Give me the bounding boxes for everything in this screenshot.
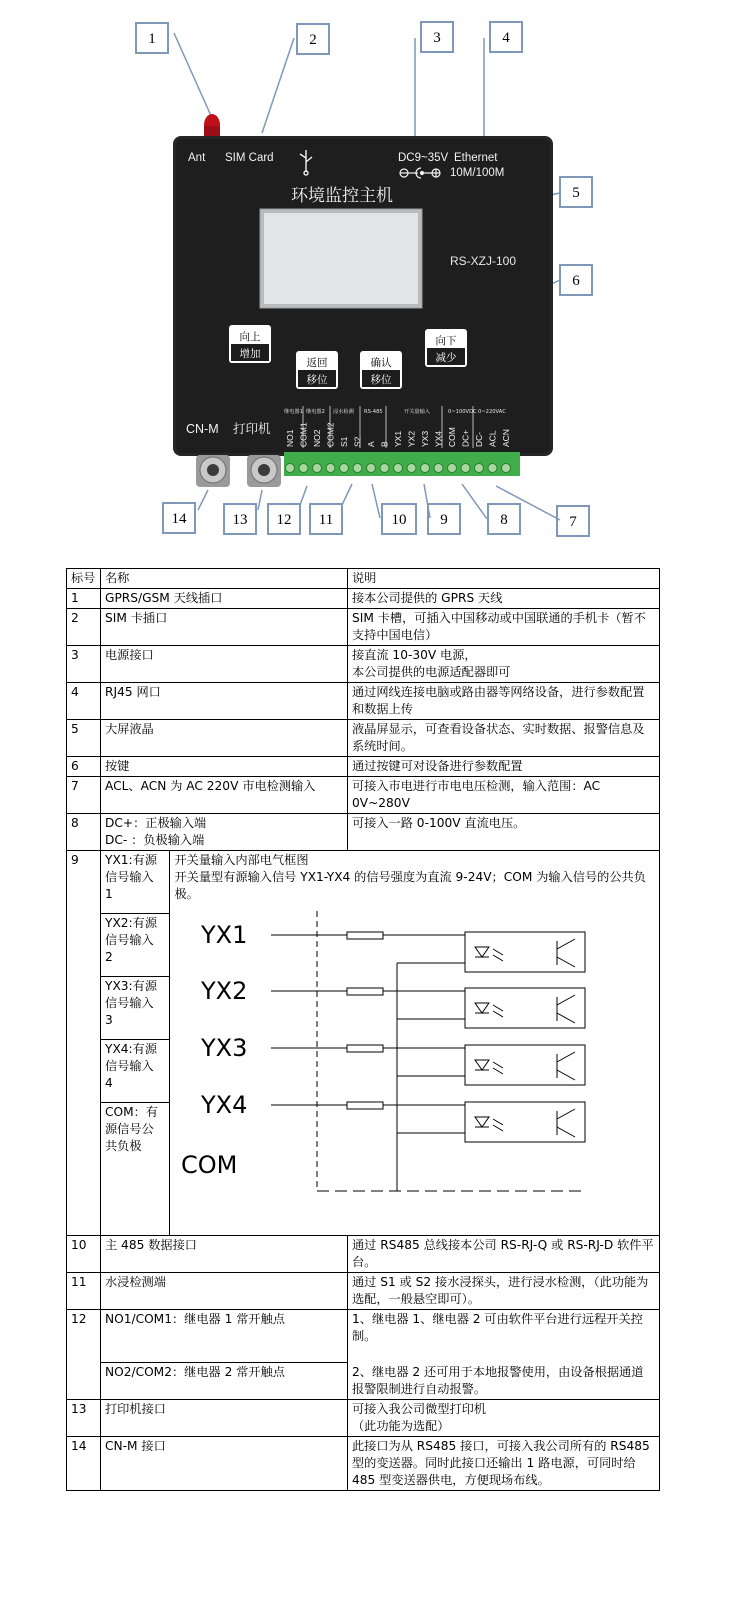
terminal-screw [380,464,389,473]
terminal-label: NO1 [285,429,295,447]
table-row [67,1273,660,1310]
callout-1: 1 [148,31,156,47]
diagram-desc: 开关量型有源输入信号 YX1-YX4 的信号强度为直流 9-24V；COM 为输入信号的公共负极。 [174,870,646,901]
callout-6: 6 [572,273,580,289]
cell-desc: 接直流 10-30V 电源， 本公司提供的电源适配器即可 [348,646,660,683]
table-row [67,609,660,646]
terminal-label: DC- [474,431,484,447]
callout-8: 8 [500,512,508,528]
row9-no: 9 [67,851,101,1236]
table-row [67,1436,660,1490]
cell-no: 14 [67,1436,101,1490]
row9-input-4: YX4:有源信号输入 4 [101,1040,169,1103]
cell-desc: 通过按键可对设备进行参数配置 [348,757,660,777]
row12-desc-1: 1、继电器 1、继电器 2 可由软件平台进行远程开关控制。 [348,1310,660,1363]
cell-desc: 通过 RS485 总线接本公司 RS-RJ-Q 或 RS-RJ-D 软件平台。 [348,1236,660,1273]
led-icon [475,1060,489,1070]
cell-name: CN-M 接口 [101,1436,348,1490]
terminal-screw [448,464,457,473]
callout-14: 14 [171,511,187,527]
header-no: 标号 [67,569,101,589]
cell-no: 4 [67,683,101,720]
callout-11: 11 [318,512,334,528]
cell-desc: 此接口为从 RS485 接口，可接入我公司所有的 RS485 型的变送器。同时此接口还输出 1 路电源，可同时给 485 型变送器供电，方便现场布线。 [348,1436,660,1490]
model-label: RS-XZJ-100 [450,254,517,268]
table-row [67,1236,660,1273]
cell-no: 8 [67,814,101,851]
led-icon [475,947,489,957]
cell-desc: 通过 S1 或 S2 接水浸探头，进行浸水检测，（此功能为选配，一般悬空即可）。 [348,1273,660,1310]
terminal-screw [461,464,470,473]
terminal-screw [313,464,322,473]
cell-name: SIM 卡插口 [101,609,348,646]
terminal-group-label: 继电器1 [284,409,303,415]
terminal-label: DC+ [460,429,471,447]
terminal-group-label: 继电器2 [306,409,325,415]
row9-input-1: YX1:有源信号输入 1 [101,851,169,914]
callout-7: 7 [569,514,577,530]
terminal-label: A [366,441,376,447]
cell-no: 5 [67,720,101,757]
diagram-title: 开关量输入内部电气框图 [174,853,309,867]
svg-text:返回: 返回 [306,357,328,369]
terminal-screw [340,464,349,473]
terminal-group-label: 0~220VAC [478,409,506,415]
light-arrow [493,1005,503,1011]
circuit-label-yx3: YX3 [200,1034,247,1062]
cell-no: 3 [67,646,101,683]
row12-name-2: NO2/COM2：继电器 2 常开触点 [101,1363,348,1400]
svg-text:减少: 减少 [435,352,457,364]
cell-desc: 通过网线连接电脑或路由器等网络设备，进行参数配置和数据上传 [348,683,660,720]
terminal-label: YX2 [406,430,417,447]
circuit-label-yx4: YX4 [200,1091,247,1119]
terminal-screw [475,464,484,473]
terminal-label: ACN [501,429,511,447]
terminal-label: YX3 [420,430,430,447]
optocoupler-box [465,988,585,1028]
transistor-emitter [557,957,575,967]
printer-label: 打印机 [233,421,271,436]
row9-cell [101,851,660,1236]
device-figure [0,0,737,560]
callout-10: 10 [391,512,407,528]
transistor-emitter [557,1070,575,1080]
cell-name: DC+：正极输入端 DC- ：负极输入端 [101,814,348,851]
callout-5: 5 [572,185,580,201]
header-name: 名称 [101,569,348,589]
cell-no: 2 [67,609,101,646]
callout-2: 2 [309,32,317,48]
light-arrow [493,955,503,961]
callout-3: 3 [433,30,441,46]
cell-name: 按键 [101,757,348,777]
back-button [296,351,338,389]
printer-port-icon [247,455,281,487]
cell-name: 水浸检测端 [101,1273,348,1310]
cell-no: 1 [67,589,101,609]
terminal-screw [394,464,403,473]
circuit-resistor [347,932,383,939]
terminal-label: COM2 [325,422,336,447]
table-row-12b [67,1363,660,1400]
light-arrow [493,1068,503,1074]
callout-12: 12 [276,512,292,528]
terminal-label: COM1 [298,422,309,447]
svg-text:向上: 向上 [239,331,261,343]
light-arrow [493,949,503,955]
row9-input-2: YX2:有源信号输入 2 [101,914,169,977]
transistor-collector [557,1052,575,1062]
svg-text:确认: 确认 [370,357,392,369]
terminal-group-label: RS-485 [364,409,383,415]
input-circuit-diagram [175,905,595,1207]
cell-desc: 可接入一路 0-100V 直流电压。 [348,814,660,851]
light-arrow [493,1062,503,1068]
terminal-label: S2 [352,436,363,447]
svg-text:增加: 增加 [239,348,261,360]
up-button [229,325,271,363]
transistor-emitter [557,1013,575,1023]
circuit-label-yx2: YX2 [200,977,247,1005]
light-arrow [493,1011,503,1017]
terminal-screw [299,464,308,473]
cnm-port-icon [196,455,230,487]
row12-no: 12 [67,1310,101,1400]
terminal-screw [488,464,497,473]
cell-name: 大屏液晶 [101,720,348,757]
cell-no: 11 [67,1273,101,1310]
cell-name: GPRS/GSM 天线插口 [101,589,348,609]
table-row [67,646,660,683]
led-icon [475,1117,489,1127]
terminal-screw [326,464,335,473]
circuit-resistor [347,1045,383,1052]
terminal-screw [353,464,362,473]
terminal-screw [407,464,416,473]
header-desc: 说明 [348,569,660,589]
cnm-label: CN-M [186,422,219,436]
light-arrow [493,1119,503,1125]
terminal-group-label: 0~100VDC [448,409,477,415]
cell-name: ACL、ACN 为 AC 220V 市电检测输入 [101,777,348,814]
led-icon [475,1003,489,1013]
table-row [67,720,660,757]
terminal-screw [367,464,376,473]
circuit-resistor [347,988,383,995]
ethernet-label: Ethernet [454,152,498,164]
row12-name-1: NO1/COM1：继电器 1 常开触点 [101,1310,348,1363]
row9-diagram-cell [169,851,659,1235]
svg-text:移位: 移位 [306,374,328,386]
terminal-label: YX1 [393,430,403,447]
terminal-screw [421,464,430,473]
terminal-label: S1 [339,436,349,447]
light-arrow [493,1125,503,1131]
callout-9: 9 [440,512,448,528]
row9-input-com: COM：有源信号公共负极 [101,1103,169,1236]
circuit-resistor [347,1102,383,1109]
terminal-screw [434,464,443,473]
cell-desc: 可接入我公司微型打印机 （此功能为选配） [348,1399,660,1436]
cell-desc: 可接入市电进行市电电压检测，输入范围：AC 0V~280V [348,777,660,814]
sim-label: SIM Card [225,152,274,164]
cell-desc: SIM 卡槽，可插入中国移动或中国联通的手机卡（暂不支持中国电信） [348,609,660,646]
transistor-collector [557,995,575,1005]
table-row [67,1399,660,1436]
transistor-collector [557,1109,575,1119]
ok-button [360,351,402,389]
circuit-label-yx1: YX1 [200,921,247,949]
cell-no: 13 [67,1399,101,1436]
cell-name: 电源接口 [101,646,348,683]
circuit-label-com: COM [180,1151,237,1179]
spec-table [66,568,660,1491]
table-row-12a [67,1310,660,1363]
terminal-screw [286,464,295,473]
table-header-row [67,569,660,589]
device-title: 环境监控主机 [291,186,393,206]
transistor-collector [557,939,575,949]
svg-text:向下: 向下 [435,335,457,347]
svg-text:移位: 移位 [370,374,392,386]
table-row [67,683,660,720]
cell-name: RJ45 网口 [101,683,348,720]
terminal-group-label: 浸水检测 [333,409,354,415]
callout-13: 13 [232,512,248,528]
table-row [67,589,660,609]
table-row [67,777,660,814]
cell-desc: 接本公司提供的 GPRS 天线 [348,589,660,609]
optocoupler-box [465,1102,585,1142]
down-button [425,329,467,367]
eth-speed-label: 10M/100M [450,167,505,179]
cell-no: 6 [67,757,101,777]
terminal-label: YX4 [433,430,444,447]
terminal-label: ACL [487,430,498,447]
terminal-label: COM [447,427,457,447]
transistor-emitter [557,1127,575,1137]
ant-label: Ant [188,152,206,164]
callout-4: 4 [502,30,510,46]
cell-name: 打印机接口 [101,1399,348,1436]
cell-desc: 液晶屏显示，可查看设备状态、实时数据、报警信息及系统时间。 [348,720,660,757]
table-row-9 [67,851,660,1236]
dc-label: DC9~35V [398,152,449,164]
row9-input-3: YX3:有源信号输入 3 [101,977,169,1040]
optocoupler-box [465,1045,585,1085]
terminal-label: NO2 [312,429,322,447]
cell-name: 主 485 数据接口 [101,1236,348,1273]
row12-desc-2: 2、继电器 2 还可用于本地报警使用，由设备根据通道报警限制进行自动报警。 [348,1363,660,1400]
cell-no: 10 [67,1236,101,1273]
optocoupler-box [465,932,585,972]
table-row [67,814,660,851]
cell-no: 7 [67,777,101,814]
terminal-group-label: 开关量输入 [404,409,430,415]
table-row [67,757,660,777]
terminal-screw [502,464,511,473]
terminal-label: B [379,441,390,447]
